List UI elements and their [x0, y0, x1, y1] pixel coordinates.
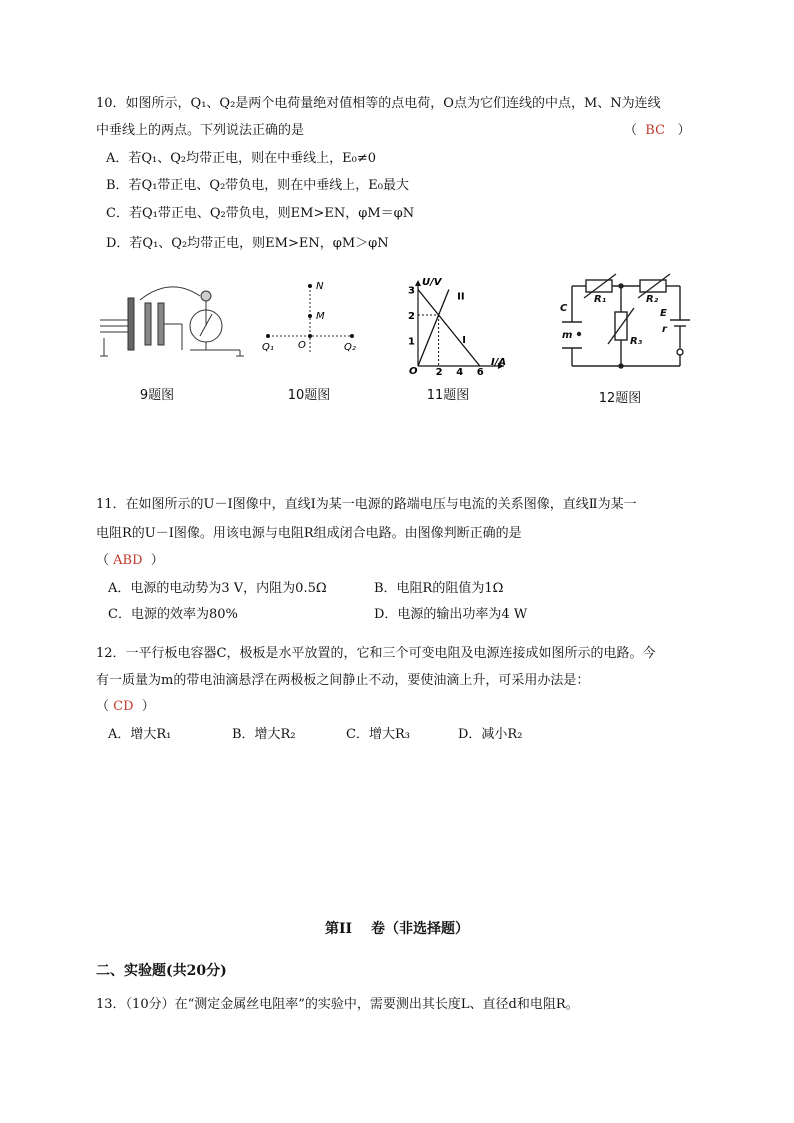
fig12-circuit: [562, 274, 690, 368]
q11-stem-line1: 11．在如图所示的U－I图像中，直线Ⅰ为某一电源的路端电压与电流的关系图像，直线Ⅱ为某一: [96, 497, 637, 512]
origin-label: O: [409, 366, 418, 377]
q12-option-a: A．增大R₁: [108, 727, 172, 742]
o-point-dot: [308, 334, 312, 338]
m-label: M: [316, 311, 325, 322]
e-label: E: [660, 308, 667, 319]
n-label: N: [316, 281, 324, 292]
fig11-ui-graph: [408, 277, 506, 378]
fig12-caption: 12题图: [598, 391, 642, 406]
q11-option-d: D．电源的输出功率为4 W: [374, 607, 528, 622]
x-axis-label: I/A: [491, 357, 507, 368]
q12-stem-line2: 有一质量为m的带电油滴悬浮在两极板之间静止不动，要使油滴上升，可采用办法是：: [96, 673, 590, 688]
m-point-dot: [308, 314, 312, 318]
y-tick-2: 2: [408, 311, 415, 322]
fig10-charges: [262, 281, 356, 354]
series-line-2: [418, 290, 449, 367]
q12-stem-line1: 12．一平行板电容器C，极板是水平放置的，它和三个可变电阻及电源连接成如图所示的电路。今: [96, 646, 656, 661]
r-internal-label: r: [662, 324, 667, 335]
q10-answer-value: BC: [645, 123, 666, 138]
y-tick-3: 3: [408, 285, 415, 297]
q12-option-c: C．增大R₃: [346, 727, 410, 742]
q1-label: Q₁: [262, 342, 274, 353]
q10-answer: （ BC ）: [624, 123, 691, 138]
r2-label: R₂: [646, 294, 659, 305]
q1-charge-dot: [266, 334, 270, 338]
q10-stem-line1: 10．如图所示，Q₁、Q₂是两个电荷量绝对值相等的点电荷，O点为它们连线的中点，M、N为连线: [96, 96, 661, 111]
fig11-caption: 11题图: [426, 388, 470, 403]
fig10-caption: 10题图: [287, 388, 331, 403]
q2-charge-dot: [350, 334, 354, 338]
q11-answer: （ ABD ）: [96, 553, 164, 568]
c-label: C: [560, 303, 568, 314]
q12-answer: （ CD ）: [96, 699, 155, 714]
q12-answer-value: CD: [113, 699, 134, 714]
q10-option-a: A．若Q₁、Q₂均带正电，则在中垂线上，E₀≠0: [106, 151, 376, 166]
q11-stem-line2: 电阻R的U－I图像。用该电源与电阻R组成闭合电路。由图像判断正确的是: [96, 526, 522, 541]
q11-option-c: C．电源的效率为80%: [108, 607, 238, 622]
q12-option-d: D．减小R₂: [458, 727, 523, 742]
n-point-dot: [308, 284, 312, 288]
x-tick-4: 4: [456, 367, 464, 378]
q13-stem: 13．（10分）在“测定金属丝电阻率”的实验中，需要测出其长度L、直径d和电阻R。: [96, 997, 579, 1012]
series-line-1: [418, 290, 480, 367]
r3-label: R₃: [630, 336, 643, 347]
series-label-i: I: [462, 335, 467, 347]
q10-option-d: D．若Q₁、Q₂均带正电，则EM>EN，φM＞φN: [106, 236, 389, 251]
q10-option-c: C．若Q₁带正电、Q₂带负电，则EM>EN，φM＝φN: [106, 206, 415, 221]
q11-option-a: A．电源的电动势为3 V，内阻为0.5Ω: [108, 581, 327, 596]
y-axis-label: U/V: [422, 277, 442, 288]
fig9-caption: 9题图: [139, 388, 175, 403]
q12-option-b: B．增大R₂: [232, 727, 296, 742]
y-tick-1: 1: [408, 336, 415, 348]
m-droplet-label: m: [562, 330, 573, 341]
series-label-ii: II: [457, 291, 465, 303]
x-tick-6: 6: [476, 367, 484, 378]
q2-label: Q₂: [344, 342, 356, 353]
section2-heading: 二、实验题(共20分): [96, 963, 227, 979]
q11-answer-value: ABD: [113, 553, 143, 568]
q10-stem-line2: 中垂线上的两点。下列说法正确的是: [96, 123, 305, 138]
x-tick-2: 2: [435, 367, 443, 378]
part2-title: 第II 卷（非选择题）: [325, 921, 469, 937]
r1-label: R₁: [594, 294, 607, 305]
o-label: O: [298, 340, 306, 351]
fig9-apparatus: [100, 287, 244, 356]
q11-option-b: B．电阻R的阻值为1Ω: [374, 581, 504, 596]
q10-option-b: B．若Q₁带正电、Q₂带负电，则在中垂线上，E₀最大: [106, 178, 409, 193]
